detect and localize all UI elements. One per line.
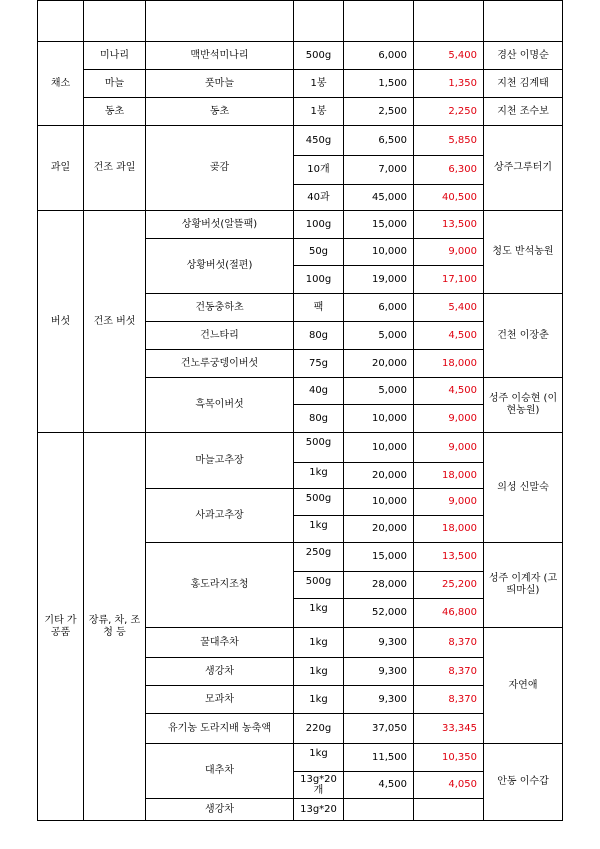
sale-price: 18,000 <box>414 463 484 489</box>
price: 11,500 <box>344 744 414 772</box>
price: 28,000 <box>344 572 414 599</box>
price: 10,000 <box>344 489 414 516</box>
subcategory: 건조 과일 <box>84 126 146 211</box>
sale-price: 5,850 <box>414 126 484 156</box>
sale-price: 9,000 <box>414 405 484 433</box>
unit: 500g <box>294 489 344 516</box>
subcategory: 장류, 차, 조청 등 <box>84 433 146 821</box>
price: 10,000 <box>344 239 414 266</box>
item-name: 건느타리 <box>146 322 294 350</box>
unit: 100g <box>294 266 344 294</box>
subcategory: 건조 버섯 <box>84 211 146 433</box>
price: 20,000 <box>344 516 414 543</box>
sale-price: 8,370 <box>414 686 484 714</box>
unit: 500g <box>294 433 344 463</box>
sale-price: 18,000 <box>414 350 484 378</box>
category-fruit: 과일 <box>38 126 84 211</box>
price: 6,500 <box>344 126 414 156</box>
unit: 1kg <box>294 628 344 658</box>
table-row <box>38 126 563 156</box>
item-name: 흑목이버섯 <box>146 378 294 433</box>
table-row <box>38 211 563 239</box>
unit: 1봉 <box>294 70 344 98</box>
unit: 50g <box>294 239 344 266</box>
price: 15,000 <box>344 211 414 239</box>
unit: 10개 <box>294 156 344 185</box>
sale-price: 25,200 <box>414 572 484 599</box>
price: 19,000 <box>344 266 414 294</box>
price: 5,000 <box>344 378 414 405</box>
price: 2,500 <box>344 98 414 126</box>
price: 7,000 <box>344 156 414 185</box>
unit: 1kg <box>294 516 344 543</box>
farm: 의성 신말숙 <box>484 433 563 543</box>
item-name: 모과차 <box>146 686 294 714</box>
unit: 500g <box>294 42 344 70</box>
unit: 75g <box>294 350 344 378</box>
table-row <box>38 433 563 463</box>
item-name: 풋마늘 <box>146 70 294 98</box>
sale-price: 9,000 <box>414 489 484 516</box>
sale-price: 17,100 <box>414 266 484 294</box>
table-row <box>38 42 563 70</box>
sale-price: 13,500 <box>414 211 484 239</box>
sale-price: 4,500 <box>414 322 484 350</box>
item-name: 건동충하초 <box>146 294 294 322</box>
sale-price: 6,300 <box>414 156 484 185</box>
farm: 지천 조수보 <box>484 98 563 126</box>
unit: 1kg <box>294 686 344 714</box>
farm: 경산 이명순 <box>484 42 563 70</box>
unit: 1kg <box>294 744 344 772</box>
sale-price: 10,350 <box>414 744 484 772</box>
category-processed: 기타 가공품 <box>38 433 84 821</box>
item-name: 동초 <box>146 98 294 126</box>
subcategory: 마늘 <box>84 70 146 98</box>
farm: 성주 이계자 (고띄마실) <box>484 543 563 628</box>
sale-price: 2,250 <box>414 98 484 126</box>
sale-price: 5,400 <box>414 42 484 70</box>
sale-price: 5,400 <box>414 294 484 322</box>
subcategory: 미나리 <box>84 42 146 70</box>
category-vegetable: 채소 <box>38 42 84 126</box>
unit: 500g <box>294 572 344 599</box>
unit: 13g*20개 <box>294 772 344 799</box>
price: 10,000 <box>344 433 414 463</box>
unit: 1kg <box>294 658 344 686</box>
farm: 성주 이승현 (이현농원) <box>484 378 563 433</box>
unit: 220g <box>294 714 344 744</box>
price: 45,000 <box>344 185 414 211</box>
price: 9,300 <box>344 686 414 714</box>
unit: 80g <box>294 405 344 433</box>
sale-price: 8,370 <box>414 628 484 658</box>
item-name: 건노루궁뎅이버섯 <box>146 350 294 378</box>
table-row <box>38 1 563 42</box>
sale-price: 46,800 <box>414 599 484 628</box>
farm: 자연애 <box>484 628 563 744</box>
farm: 안동 이수갑 <box>484 744 563 821</box>
price-table <box>37 0 563 821</box>
subcategory: 동초 <box>84 98 146 126</box>
price: 10,000 <box>344 405 414 433</box>
item-name: 대추차 <box>146 744 294 799</box>
item-name: 홍도라지조청 <box>146 543 294 628</box>
unit: 80g <box>294 322 344 350</box>
farm: 건천 이장춘 <box>484 294 563 378</box>
unit: 1kg <box>294 463 344 489</box>
sale-price: 4,050 <box>414 772 484 799</box>
price: 20,000 <box>344 350 414 378</box>
sale-price: 1,350 <box>414 70 484 98</box>
sale-price: 33,345 <box>414 714 484 744</box>
unit: 1kg <box>294 599 344 628</box>
unit: 1봉 <box>294 98 344 126</box>
price: 37,050 <box>344 714 414 744</box>
price: 1,500 <box>344 70 414 98</box>
item-name: 상황버섯(절편) <box>146 239 294 294</box>
price: 6,000 <box>344 42 414 70</box>
price: 52,000 <box>344 599 414 628</box>
item-name: 곶감 <box>146 126 294 211</box>
sale-price: 9,000 <box>414 239 484 266</box>
price: 6,000 <box>344 294 414 322</box>
price: 15,000 <box>344 543 414 572</box>
unit: 250g <box>294 543 344 572</box>
unit: 팩 <box>294 294 344 322</box>
table-row <box>38 70 563 98</box>
unit: 40과 <box>294 185 344 211</box>
unit: 40g <box>294 378 344 405</box>
farm: 상주그루터기 <box>484 126 563 211</box>
price: 20,000 <box>344 463 414 489</box>
price: 9,300 <box>344 658 414 686</box>
unit: 100g <box>294 211 344 239</box>
sale-price: 8,370 <box>414 658 484 686</box>
item-name: 생강차 <box>146 799 294 821</box>
category-mushroom: 버섯 <box>38 211 84 433</box>
sale-price: 13,500 <box>414 543 484 572</box>
unit: 13g*20 <box>294 799 344 821</box>
item-name: 마늘고추장 <box>146 433 294 489</box>
price: 9,300 <box>344 628 414 658</box>
unit: 450g <box>294 126 344 156</box>
item-name: 맥반석미나리 <box>146 42 294 70</box>
item-name: 꿀대추차 <box>146 628 294 658</box>
sale-price: 40,500 <box>414 185 484 211</box>
table-row <box>38 98 563 126</box>
price <box>344 799 414 821</box>
sale-price: 9,000 <box>414 433 484 463</box>
item-name: 상황버섯(알뜰팩) <box>146 211 294 239</box>
farm: 지천 김계태 <box>484 70 563 98</box>
item-name: 사과고추장 <box>146 489 294 543</box>
farm: 청도 반석농원 <box>484 211 563 294</box>
sale-price <box>414 799 484 821</box>
sale-price: 18,000 <box>414 516 484 543</box>
price: 4,500 <box>344 772 414 799</box>
sale-price: 4,500 <box>414 378 484 405</box>
price: 5,000 <box>344 322 414 350</box>
item-name: 생강차 <box>146 658 294 686</box>
item-name: 유기농 도라지배 농축액 <box>146 714 294 744</box>
